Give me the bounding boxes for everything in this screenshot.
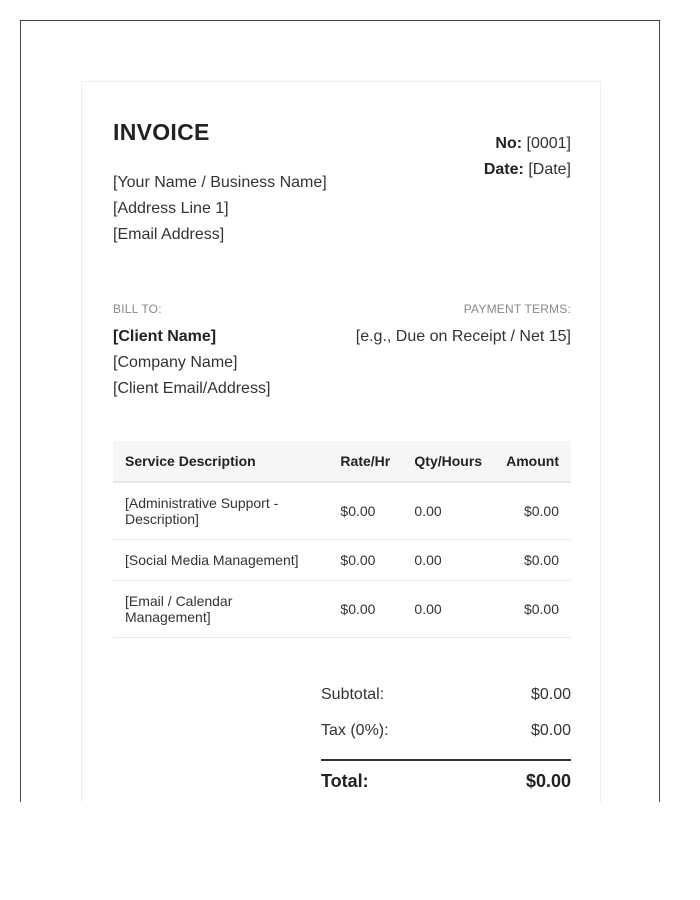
sender-address: [Address Line 1] <box>113 200 229 217</box>
invoice-title: INVOICE <box>113 119 210 145</box>
document-page <box>20 20 660 802</box>
payment-terms-value: [e.g., Due on Receipt / Net 15] <box>355 328 571 345</box>
row-description: [Social Media Management] <box>113 540 328 581</box>
row-qty: 0.00 <box>402 540 494 581</box>
row-amount: $0.00 <box>494 482 571 540</box>
invoice-paper <box>81 81 601 802</box>
invoice-date-value: [Date] <box>528 161 571 178</box>
invoice-number-value: [0001] <box>526 135 571 152</box>
subtotal-label: Subtotal: <box>321 686 385 703</box>
total-row <box>321 771 571 799</box>
client-name: [Client Name] <box>113 328 217 345</box>
tax-label: Tax (0%): <box>321 722 389 739</box>
tax-row <box>321 718 571 754</box>
row-qty: 0.00 <box>402 482 494 540</box>
sender-name: [Your Name / Business Name] <box>113 174 327 191</box>
table-row <box>113 540 571 581</box>
client-block <box>113 324 270 402</box>
payment-terms-label: PAYMENT TERMS: <box>463 302 571 316</box>
row-rate: $0.00 <box>328 482 402 540</box>
invoice-number-label: No: <box>495 135 523 152</box>
table-row <box>113 482 571 540</box>
table-header-row <box>113 441 571 482</box>
totals-block <box>321 682 571 791</box>
row-amount: $0.00 <box>494 540 571 581</box>
sender-block <box>113 170 327 248</box>
sender-email: [Email Address] <box>113 226 225 243</box>
invoice-date-row <box>484 157 571 183</box>
total-label: Total: <box>321 771 369 791</box>
invoice-meta <box>484 131 571 183</box>
header-amount: Amount <box>494 441 571 482</box>
row-description: [Administrative Support - Description] <box>113 482 328 540</box>
total-value: $0.00 <box>525 771 571 791</box>
subtotal-value: $0.00 <box>530 686 571 703</box>
client-company: [Company Name] <box>113 354 238 371</box>
total-divider <box>321 759 571 761</box>
subtotal-row <box>321 682 571 718</box>
row-description: [Email / Calendar Management] <box>113 581 328 638</box>
invoice-date-label: Date: <box>483 161 524 178</box>
services-table <box>113 441 571 638</box>
row-qty: 0.00 <box>402 581 494 638</box>
row-rate: $0.00 <box>328 581 402 638</box>
tax-value: $0.00 <box>530 722 571 739</box>
row-amount: $0.00 <box>494 581 571 638</box>
header-qty: Qty/Hours <box>402 441 494 482</box>
invoice-number-row <box>484 131 571 157</box>
header-rate: Rate/Hr <box>328 441 402 482</box>
table-row <box>113 581 571 638</box>
client-contact: [Client Email/Address] <box>113 380 271 397</box>
header-description: Service Description <box>113 441 328 482</box>
row-rate: $0.00 <box>328 540 402 581</box>
bill-to-label: BILL TO: <box>113 302 162 316</box>
